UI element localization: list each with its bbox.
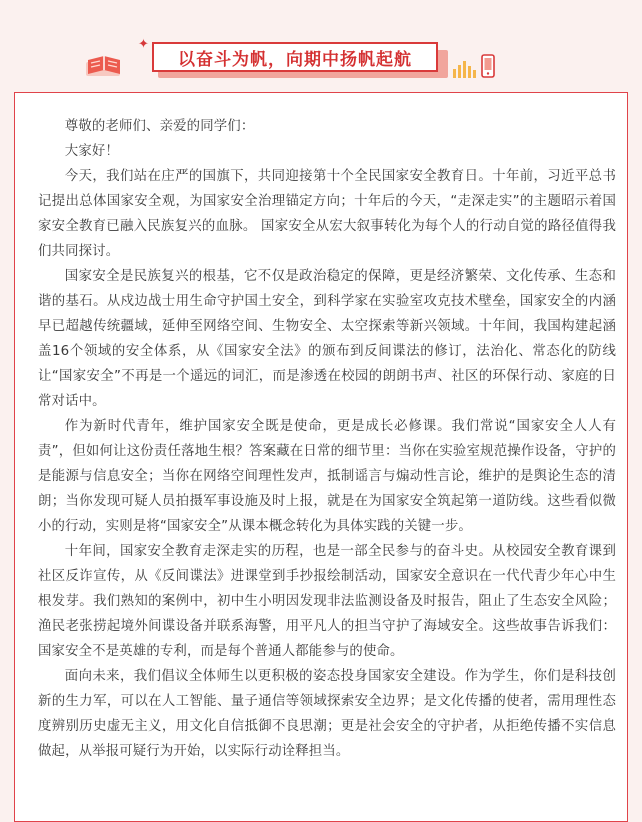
paragraph: 十年间，国家安全教育走深走实的历程，也是一部全民参与的奋斗史。从校园安全教育课到社区反诈宣传，从《反间谍法》进课堂到手抄报绘制活动，国家安全意识在一代代青少年心中生根发芽。我们熟知的案例中，初中生小明因发现非法监测设备及时报告，阻止了生态安全风险；渔民老张捞起境外间谍设备并联系海警，用平凡人的担当守护了海域安全。这些故事告诉我们：国家安全不是英雄的专利，而是每个普通人都能参与的使命。 bbox=[38, 544, 616, 659]
speech-card bbox=[14, 92, 628, 822]
speech-content bbox=[38, 114, 616, 764]
greeting: 大家好！ bbox=[64, 144, 119, 159]
title-box bbox=[152, 42, 438, 72]
paragraph: 作为新时代青年，维护国家安全既是使命，更是成长必修课。我们常说“国家安全人人有责”，但如何让这份责任落地生根？答案藏在日常的细节里：当你在实验室规范操作设备，守护的是能源与信息安全；当你在网络空间理性发声，抵制谣言与煽动性言论，维护的是舆论生态的清朗；当你发现可疑人员拍摄军事设施及时上报，就是在为国家安全筑起第一道防线。这些看似微小的行动，实则是将“国家安全”从课本概念转化为具体实践的关键一步。 bbox=[38, 419, 616, 534]
header-banner bbox=[0, 0, 642, 92]
paragraph: 今天，我们站在庄严的国旗下，共同迎接第十个全民国家安全教育日。十年前，习近平总书记提出总体国家安全观，为国家安全治理锚定方向；十年后的今天，“走深走实”的主题昭示着国家安全教育已融入民族复兴的血脉。 国家安全从宏大叙事转化为每个人的行动自觉的路径值得我们共同探讨。 bbox=[38, 169, 616, 259]
page-title: 以奋斗为帆，向期中扬帆起航 bbox=[178, 49, 412, 70]
paragraph: 国家安全是民族复兴的根基，它不仅是政治稳定的保障，更是经济繁荣、文化传承、生态和谐的基石。从戍边战士用生命守护国土安全，到科学家在实验室攻克技术壁垒，国家安全的内涵早已超越传统疆域，延伸至网络空间、生物安全、太空探索等新兴领域。十年间，我国构建起涵盖16个领域的安全体系，从《国家安全法》的颁布到反间谍法的修订，法治化、常态化的防线让“国家安全”不再是一个遥远的词汇，而是渗透在校园的朗朗书声、社区的环保行动、家庭的日常对话中。 bbox=[38, 269, 616, 409]
book-icon bbox=[84, 52, 124, 78]
bar-chart-icon bbox=[452, 55, 480, 79]
phone-icon bbox=[480, 54, 496, 78]
salutation: 尊敬的老师们、亲爱的同学们： bbox=[64, 119, 255, 134]
paragraph: 面向未来，我们倡议全体师生以更积极的姿态投身国家安全建设。作为学生，你们是科技创新的生力军，可以在人工智能、量子通信等领域探索安全边界；是文化传播的使者，需用理性态度辨别历史虚无主义，用文化自信抵御不良思潮；更是社会安全的守护者，从拒绝传播不实信息做起，从举报可疑行为开始，以实际行动诠释担当。 bbox=[38, 669, 616, 759]
sparkle-icon: ✦ bbox=[138, 37, 149, 52]
